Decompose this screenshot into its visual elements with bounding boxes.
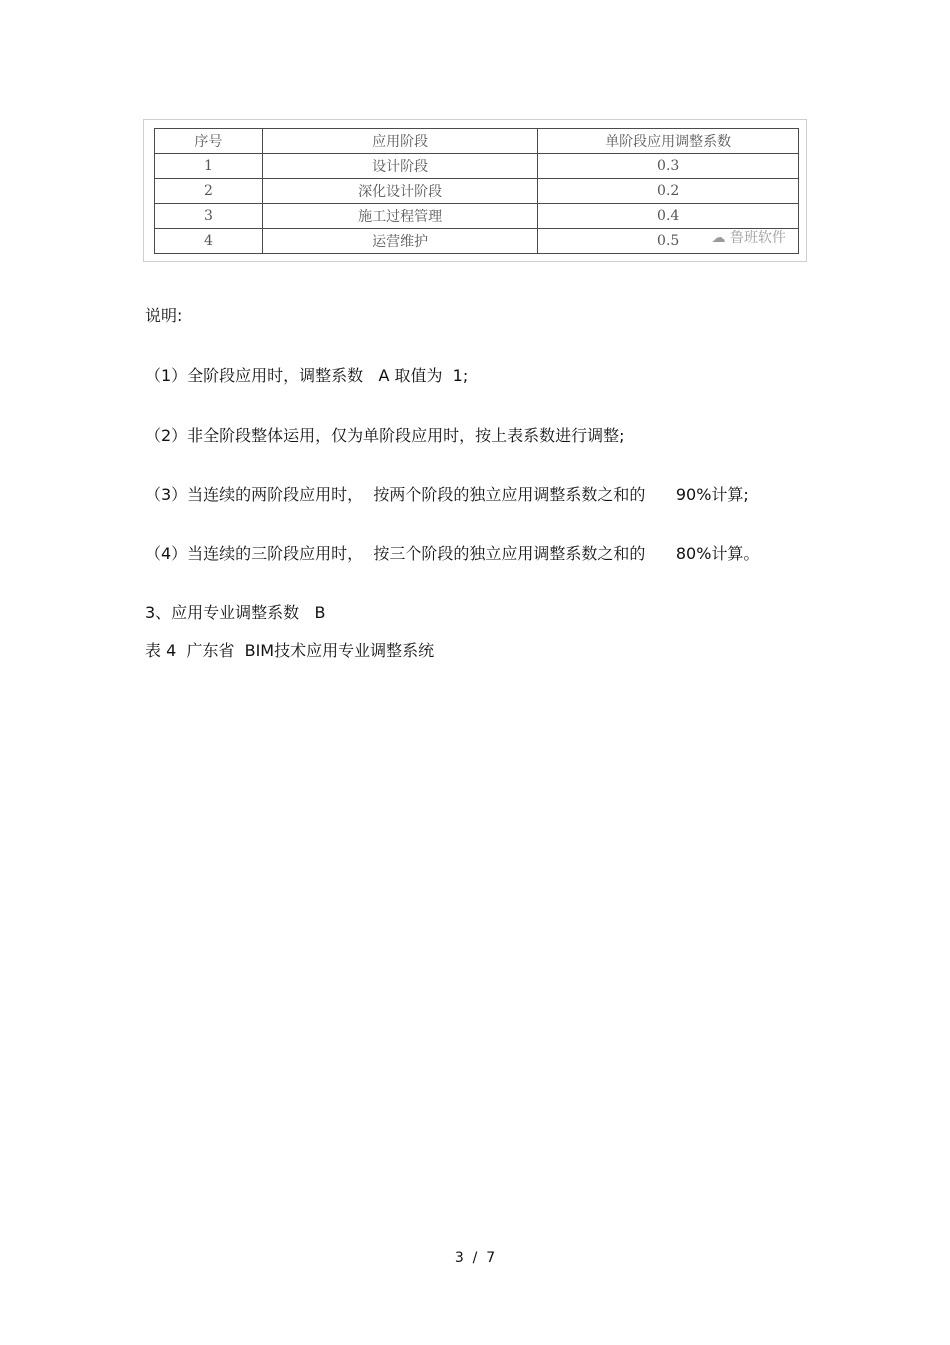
header-stage: 应用阶段: [262, 129, 538, 154]
table-caption: 表 4 广东省 BIM技术应用专业调整系统: [145, 641, 435, 660]
row-coefficient: 0.4: [538, 204, 799, 229]
table-row: [155, 204, 799, 229]
header-index: 序号: [155, 129, 263, 154]
table-row: [155, 179, 799, 204]
row-index: 4: [155, 229, 263, 254]
table-row: [155, 154, 799, 179]
page-number: 3 / 7: [454, 1250, 496, 1266]
note-item: （2）非全阶段整体运用，仅为单阶段应用时，按上表系数进行调整;: [145, 426, 625, 445]
row-coefficient: 0.3: [538, 154, 799, 179]
table-row: [155, 229, 799, 254]
row-coefficient: 0.2: [538, 179, 799, 204]
row-index: 2: [155, 179, 263, 204]
section-heading: 3、应用专业调整系数 B: [145, 603, 326, 622]
row-stage: 运营维护: [262, 229, 538, 254]
row-coefficient: 0.5: [538, 229, 799, 254]
stage-coefficient-table: [154, 128, 799, 254]
row-stage: 深化设计阶段: [262, 179, 538, 204]
watermark-logo: ☁ 鲁班软件: [711, 230, 786, 246]
row-stage: 施工过程管理: [262, 204, 538, 229]
header-coefficient: 单阶段应用调整系数: [538, 129, 799, 154]
row-index: 1: [155, 154, 263, 179]
table-header-row: [155, 129, 799, 154]
note-item: （1）全阶段应用时，调整系数 A 取值为 1;: [145, 366, 469, 385]
note-item: （4）当连续的三阶段应用时， 按三个阶段的独立应用调整系数之和的 80%计算。: [145, 544, 760, 563]
coefficient-table-image: [143, 119, 807, 262]
row-index: 3: [155, 204, 263, 229]
note-item: （3）当连续的两阶段应用时， 按两个阶段的独立应用调整系数之和的 90%计算;: [145, 485, 749, 504]
row-stage: 设计阶段: [262, 154, 538, 179]
note-heading: 说明:: [145, 306, 183, 325]
